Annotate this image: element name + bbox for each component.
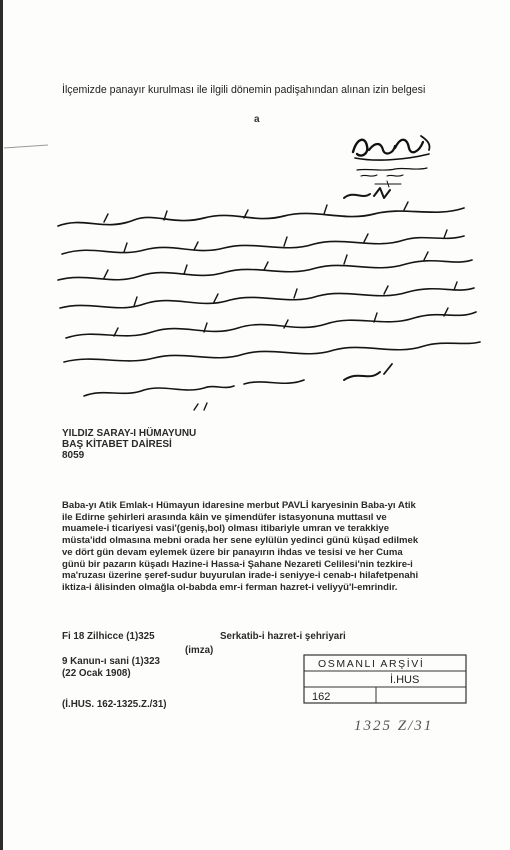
- body-line-3: muamele-i ticariyesi vasi'(geniş,bol) olması itibariyle umran ve terakkiye: [62, 523, 390, 535]
- scan-edge: [0, 0, 3, 850]
- small-handwritten-mark: a: [254, 114, 260, 125]
- hijri-date: Fi 18 Zilhicce (1)325: [62, 631, 155, 642]
- ottoman-manuscript-text: [44, 166, 494, 416]
- header-line-2: BAŞ KİTABET DAİRESİ: [62, 439, 172, 451]
- rumi-gregorian-date: [62, 656, 160, 679]
- archive-header: [62, 428, 196, 462]
- handwritten-stamp-note: [350, 708, 480, 738]
- gregorian-date: (22 Ocak 1908): [62, 667, 131, 679]
- archive-stamp: [298, 651, 474, 713]
- stamp-archive-label: OSMANLI ARŞİVİ: [318, 658, 425, 670]
- edge-pen-mark: [4, 144, 48, 148]
- archive-reference: (İ.HUS. 162-1325.Z./31): [62, 699, 167, 710]
- rumi-date: 9 Kanun-ı sani (1)323: [62, 656, 160, 667]
- body-line-6: günü bir pazarın küşadı Hazine-i Hassa-i Şahane Nezareti Celilesi'nin tezkire-i: [62, 558, 413, 570]
- body-line-5: ve dört gün devam eylemek üzere bir panayırın ihdas ve tesisi ve her Cuma: [62, 546, 403, 558]
- signer-title: Serkatib-i hazret-i şehriyari: [220, 631, 346, 642]
- body-line-1: Baba-yı Atik Emlak-ı Hümayun idaresine merbut PAVLİ karyesinin Baba-yı Atik: [62, 500, 416, 511]
- header-line-1: YILDIZ SARAY-I HÜMAYUNU: [62, 428, 197, 439]
- header-line-3: 8059: [62, 450, 85, 462]
- page-title: İlçemizde panayır kurulması ile ilgili dönemin padişahından alınan izin belgesi: [62, 84, 426, 96]
- handwritten-reference: 1325 Z/31: [354, 718, 434, 734]
- body-line-4: müsta'idd olmasına mebni orada her sene eylülün yedinci günü küşad edilmek: [62, 535, 419, 547]
- stamp-number: 162: [312, 691, 331, 703]
- body-line-2: ile Edirne şehirleri arasında kâin ve şimendüfer istasyonuna muttasıl ve: [62, 511, 387, 523]
- stamp-code: İ.HUS: [390, 674, 420, 686]
- body-line-7: ma'ruzası üzerine şeref-sudur buyurulan irade-i seniyye-i cenab-ı hilafetpenahi: [62, 570, 419, 582]
- signature-note: (imza): [185, 645, 214, 656]
- transcription-body: [62, 500, 474, 594]
- body-line-8: iktiza-i âlisinden olmağla ol-babda emr-i ferman hazret-i veliyyü'l-emrindir.: [62, 581, 398, 593]
